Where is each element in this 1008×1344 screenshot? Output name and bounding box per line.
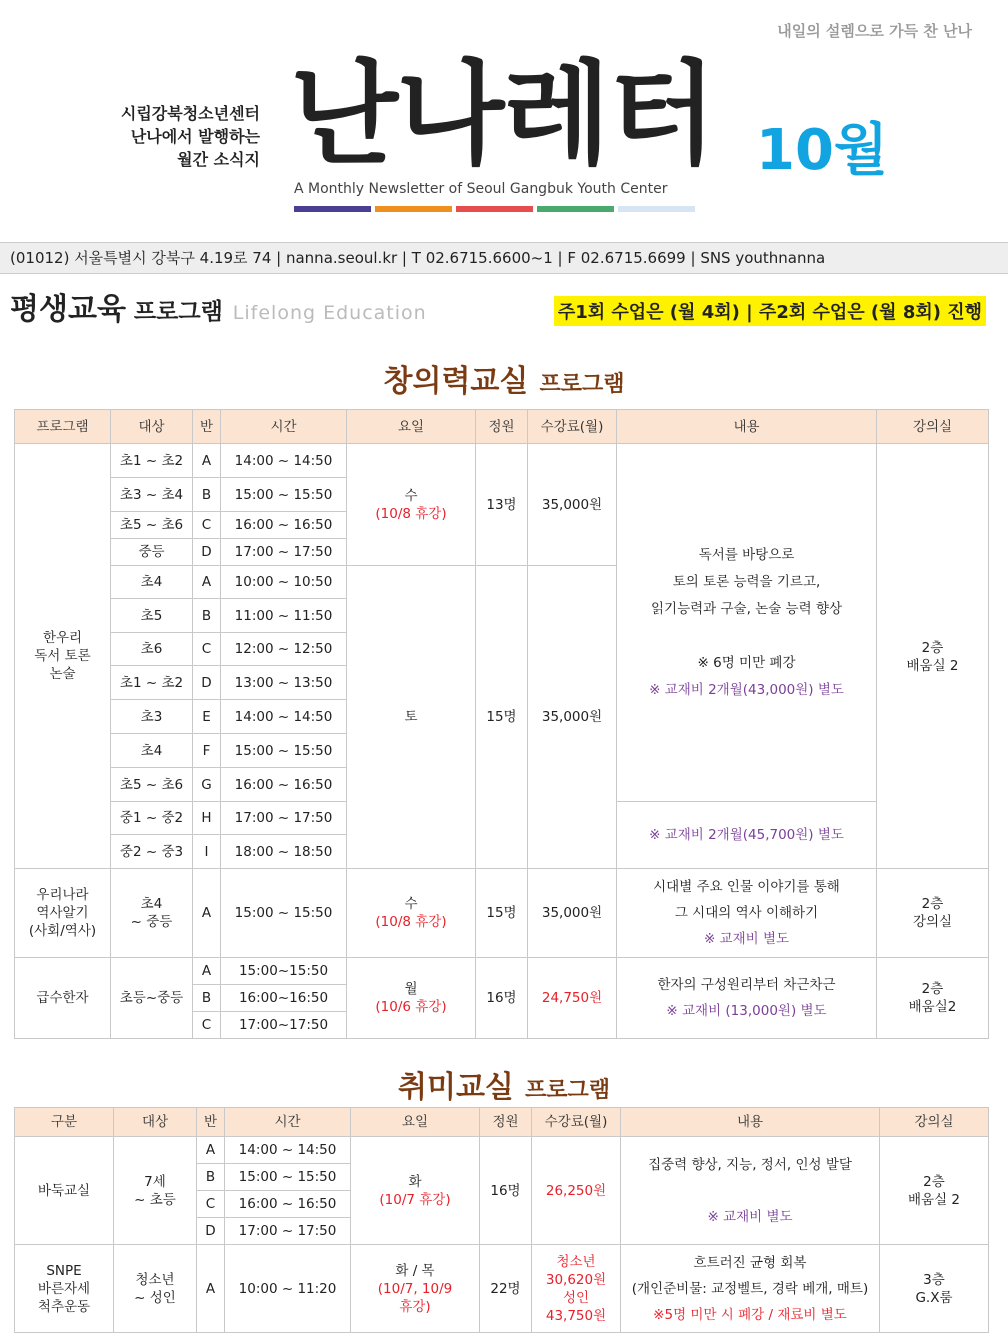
table-header-row (15, 410, 989, 444)
day-cell (347, 869, 476, 958)
target-cell: 초5 ~ 초6 (111, 512, 193, 539)
class-cell: I (193, 835, 221, 869)
target-line: ~ 성인 (134, 1289, 176, 1306)
header-cell: 정원 (480, 1108, 532, 1137)
class-cell: A (193, 444, 221, 478)
target-cell: 초5 ~ 초6 (111, 768, 193, 802)
header-cell: 프로그램 (15, 410, 111, 444)
contact-bar: (01012) 서울특별시 강북구 4.19로 74 | nanna.seoul.kr | T 02.6715.6600~1 | F 02.6715.6699 | SNS youthnanna (0, 242, 1008, 274)
room-line: 배움실 2 (907, 1191, 960, 1208)
stripe (537, 206, 614, 212)
program-name: 급수한자 (15, 958, 111, 1039)
content-note: ※ 교재비 (13,000원) 별도 (666, 1003, 827, 1019)
newsletter-subtitle: A Monthly Newsletter of Seoul Gangbuk Youth Center (294, 181, 668, 197)
time-cell: 13:00 ~ 13:50 (221, 666, 347, 700)
target-cell: 초4 (111, 566, 193, 599)
program-name-line: 바른자세 (37, 1280, 91, 1297)
content-line: 읽기능력과 구술, 논술 능력 향상 (651, 600, 842, 617)
content-cell (617, 444, 877, 802)
program-name (15, 1245, 114, 1333)
fee-value: 43,750원 (545, 1307, 607, 1324)
header-cell: 구분 (15, 1108, 114, 1137)
holiday-text: (10/6 휴강) (375, 999, 447, 1015)
content-note: ※ 교재비 별도 (707, 1208, 793, 1225)
table-row (15, 1245, 989, 1333)
day-cell (351, 1137, 480, 1245)
program-name-line: 우리나라 (36, 887, 89, 903)
holiday-text: (10/7 휴강) (379, 1191, 451, 1208)
day-cell (347, 958, 476, 1039)
content-cell (621, 1137, 880, 1245)
stripe (618, 206, 695, 212)
content-line: 독서를 바탕으로 (698, 546, 795, 563)
class-cell: A (197, 1245, 225, 1333)
class-cell: A (193, 869, 221, 958)
content-line: (개인준비물: 교정벨트, 경락 베개, 매트) (631, 1280, 869, 1297)
class-cell: A (197, 1137, 225, 1164)
creative-program-table (14, 409, 989, 1039)
header-cell: 대상 (114, 1108, 197, 1137)
capacity-cell: 16명 (480, 1137, 532, 1245)
class-cell: B (197, 1164, 225, 1191)
class-cell: F (193, 734, 221, 768)
content-note: ※ 교재비 별도 (703, 931, 790, 947)
holiday-text: (10/7, 10/9 (377, 1280, 453, 1297)
time-cell: 17:00 ~ 17:50 (221, 802, 347, 835)
fee-cell (532, 1245, 621, 1333)
content-line: 한자의 구성원리부터 차근차근 (657, 977, 836, 993)
content-cell (617, 958, 877, 1039)
section-title: 평생교육 (10, 292, 126, 327)
day-text: 화 / 목 (395, 1262, 435, 1279)
capacity-cell: 15명 (476, 566, 528, 869)
target-cell: 초1 ~ 초2 (111, 666, 193, 700)
room-line: 2층 (921, 896, 944, 912)
day-text: 수 (404, 896, 418, 912)
target-cell: 초등~중등 (111, 958, 193, 1039)
fee-value: 30,620원 (545, 1271, 607, 1288)
hobby-table-title (0, 1062, 1008, 1106)
class-cell: A (193, 958, 221, 985)
time-cell: 16:00 ~ 16:50 (221, 512, 347, 539)
capacity-cell: 13명 (476, 444, 528, 566)
time-cell: 18:00 ~ 18:50 (221, 835, 347, 869)
program-name (15, 444, 111, 869)
class-cell: D (193, 666, 221, 700)
day-cell: 토 (347, 566, 476, 869)
program-name-line: 논술 (49, 666, 76, 682)
program-name: 바둑교실 (15, 1137, 114, 1245)
room-cell (877, 958, 989, 1039)
class-cell: B (193, 478, 221, 512)
target-cell: 초4 (111, 734, 193, 768)
intro-text (100, 102, 260, 171)
class-cell: C (197, 1191, 225, 1218)
hobby-title: 취미교실 (397, 1070, 514, 1105)
program-name-line: 독서 토론 (34, 648, 91, 664)
class-cell: D (193, 539, 221, 566)
time-cell: 15:00 ~ 15:50 (221, 734, 347, 768)
time-cell: 16:00 ~ 16:50 (221, 768, 347, 802)
room-line: 3층 (923, 1271, 945, 1288)
capacity-cell: 16명 (476, 958, 528, 1039)
time-cell: 15:00 ~ 15:50 (221, 478, 347, 512)
header-cell: 강의실 (880, 1108, 989, 1137)
class-cell: C (193, 1012, 221, 1039)
header-cell: 대상 (111, 410, 193, 444)
header-cell: 요일 (351, 1108, 480, 1137)
class-frequency-notice: 주1회 수업은 (월 4회) | 주2회 수업은 (월 8회) 진행 (554, 296, 986, 326)
room-line: 2층 (921, 981, 944, 997)
class-cell: H (193, 802, 221, 835)
room-line: G.X룸 (915, 1289, 953, 1306)
section-heading (10, 284, 427, 328)
time-cell: 10:00 ~ 11:20 (225, 1245, 351, 1333)
class-cell: C (193, 512, 221, 539)
table-row (15, 444, 989, 478)
day-cell (347, 444, 476, 566)
holiday-text: 휴강) (399, 1298, 431, 1315)
room-cell (880, 1137, 989, 1245)
class-cell: E (193, 700, 221, 734)
table-row (15, 1137, 989, 1164)
target-cell: 중등 (111, 539, 193, 566)
time-cell: 14:00 ~ 14:50 (221, 700, 347, 734)
table-row (15, 869, 989, 958)
target-cell: 초5 (111, 599, 193, 633)
content-note: ※ 6명 미만 폐강 (697, 654, 796, 671)
table-row (15, 958, 989, 985)
content-spacer (617, 623, 876, 650)
day-text: 월 (404, 981, 418, 997)
fee-cell: 35,000원 (528, 444, 617, 566)
class-cell: D (197, 1218, 225, 1245)
target-line: 초4 (140, 896, 163, 912)
header-cell: 내용 (621, 1108, 880, 1137)
target-line: ~ 중등 (130, 914, 173, 930)
fee-cell: 35,000원 (528, 869, 617, 958)
section-title-sub: 프로그램 (133, 299, 223, 325)
content-line: 흐트러진 균형 회복 (693, 1254, 807, 1271)
issue-month: 10월 (756, 118, 889, 183)
content-cell (621, 1245, 880, 1333)
fee-label: 청소년 (556, 1253, 596, 1270)
section-title-en: Lifelong Education (232, 302, 427, 324)
time-cell: 17:00~17:50 (221, 1012, 347, 1039)
time-cell: 12:00 ~ 12:50 (221, 633, 347, 666)
creative-table-title (0, 356, 1008, 400)
target-cell: 초3 ~ 초4 (111, 478, 193, 512)
room-cell (877, 869, 989, 958)
target-cell (114, 1245, 197, 1333)
time-cell: 17:00 ~ 17:50 (225, 1218, 351, 1245)
intro-line: 월간 소식지 (177, 150, 260, 169)
target-cell: 초3 (111, 700, 193, 734)
content-line: 그 시대의 역사 이해하기 (674, 905, 819, 921)
target-cell (114, 1137, 197, 1245)
program-name-line: (사회/역사) (28, 923, 97, 939)
time-cell: 16:00 ~ 16:50 (225, 1191, 351, 1218)
stripe (375, 206, 452, 212)
class-cell: G (193, 768, 221, 802)
time-cell: 15:00~15:50 (221, 958, 347, 985)
class-cell: B (193, 599, 221, 633)
target-line: 7세 (144, 1173, 166, 1190)
program-name-line: 한우리 (42, 630, 83, 646)
day-text: 수 (404, 487, 418, 504)
class-cell: C (193, 633, 221, 666)
target-line: ~ 초등 (134, 1191, 176, 1208)
program-name-line: 역사알기 (36, 905, 89, 921)
creative-title: 창의력교실 (383, 364, 529, 399)
stripe (456, 206, 533, 212)
time-cell: 16:00~16:50 (221, 985, 347, 1012)
header-cell: 수강료(월) (528, 410, 617, 444)
content-note: ※ 교재비 2개월(43,000원) 별도 (649, 681, 844, 698)
color-stripes (294, 206, 695, 212)
time-cell: 14:00 ~ 14:50 (225, 1137, 351, 1164)
program-name (15, 869, 111, 958)
target-cell: 초1 ~ 초2 (111, 444, 193, 478)
holiday-text: (10/8 휴강) (375, 505, 447, 522)
day-text: 화 (408, 1173, 422, 1190)
fee-cell: 24,750원 (528, 958, 617, 1039)
header-cell: 강의실 (877, 410, 989, 444)
room-cell (880, 1245, 989, 1333)
header-cell: 수강료(월) (532, 1108, 621, 1137)
program-name-line: 척추운동 (37, 1298, 91, 1315)
room-line: 2층 (921, 640, 944, 656)
time-cell: 17:00 ~ 17:50 (221, 539, 347, 566)
time-cell: 10:00 ~ 10:50 (221, 566, 347, 599)
holiday-text: (10/8 휴강) (375, 914, 447, 930)
newsletter-title: 난나레터 (290, 50, 715, 180)
fee-cell: 35,000원 (528, 566, 617, 869)
target-cell (111, 869, 193, 958)
fee-cell: 26,250원 (532, 1137, 621, 1245)
target-line: 청소년 (135, 1271, 175, 1288)
header-cell: 반 (193, 410, 221, 444)
intro-line: 난나에서 발행하는 (130, 127, 260, 146)
stripe (294, 206, 371, 212)
target-cell: 중1 ~ 중2 (111, 802, 193, 835)
header-cell: 반 (197, 1108, 225, 1137)
room-line: 배움실 2 (906, 658, 959, 674)
fee-label: 성인 (562, 1289, 590, 1306)
room-line: 2층 (923, 1173, 945, 1190)
room-line: 배움실2 (908, 999, 957, 1015)
hobby-title-sub: 프로그램 (525, 1078, 611, 1103)
header-cell: 내용 (617, 410, 877, 444)
tagline: 내일의 설렘으로 가득 찬 난나 (777, 22, 972, 40)
content-line: 시대별 주요 인물 이야기를 통해 (653, 879, 840, 895)
class-cell: B (193, 985, 221, 1012)
header-cell: 요일 (347, 410, 476, 444)
time-cell: 15:00 ~ 15:50 (221, 869, 347, 958)
header-cell: 시간 (225, 1108, 351, 1137)
content-note: ※ 교재비 2개월(45,700원) 별도 (617, 802, 877, 869)
content-line: 토의 토론 능력을 기르고, (672, 573, 821, 590)
table-header-row (15, 1108, 989, 1137)
target-cell: 중2 ~ 중3 (111, 835, 193, 869)
content-note: ※5명 미만 시 폐강 / 재료비 별도 (653, 1306, 847, 1323)
time-cell: 14:00 ~ 14:50 (221, 444, 347, 478)
intro-line: 시립강북청소년센터 (120, 104, 260, 123)
capacity-cell: 22명 (480, 1245, 532, 1333)
room-cell (877, 444, 989, 869)
content-line: 집중력 향상, 지능, 정서, 인성 발달 (648, 1156, 852, 1173)
room-line: 강의실 (912, 914, 953, 930)
header-cell: 시간 (221, 410, 347, 444)
day-cell (351, 1245, 480, 1333)
program-name-line: SNPE (46, 1262, 82, 1279)
creative-title-sub: 프로그램 (539, 372, 625, 397)
header-cell: 정원 (476, 410, 528, 444)
content-cell (617, 869, 877, 958)
time-cell: 15:00 ~ 15:50 (225, 1164, 351, 1191)
capacity-cell: 15명 (476, 869, 528, 958)
class-cell: A (193, 566, 221, 599)
hobby-program-table (14, 1107, 989, 1333)
target-cell: 초6 (111, 633, 193, 666)
time-cell: 11:00 ~ 11:50 (221, 599, 347, 633)
content-spacer (621, 1174, 879, 1208)
